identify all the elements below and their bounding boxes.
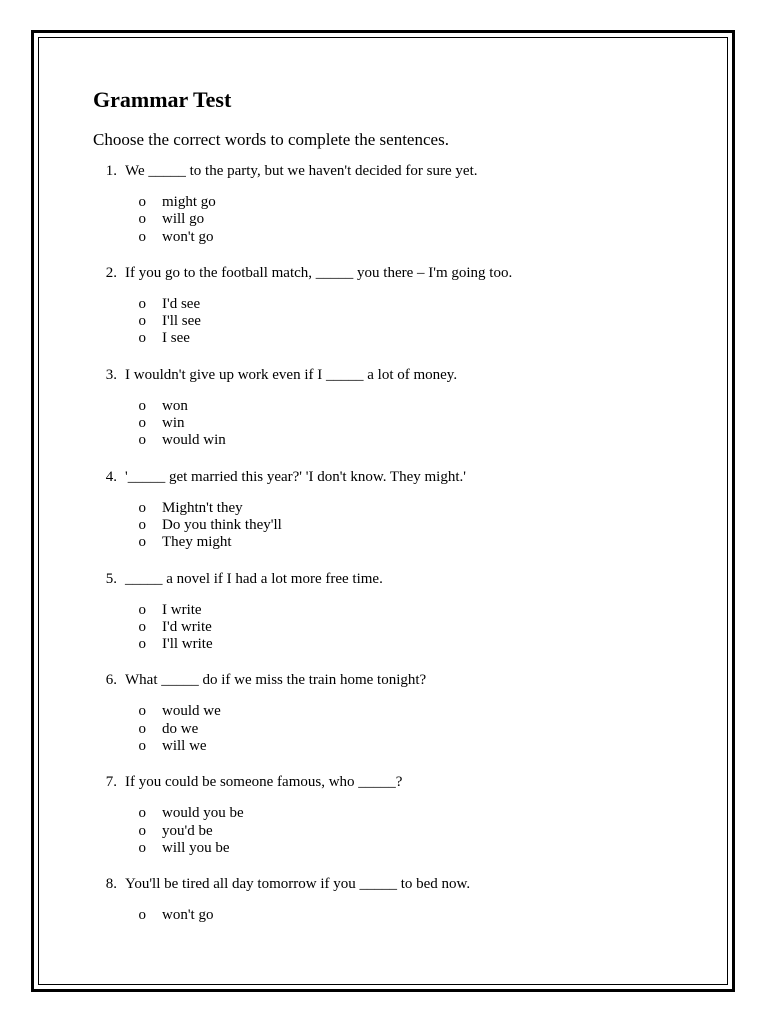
question-7: [93, 772, 693, 874]
bullet-icon: o: [138, 601, 146, 618]
option-list: [93, 194, 693, 246]
bullet-icon: o: [138, 499, 146, 516]
question-text: What _____ do if we miss the train home tonight?: [125, 672, 427, 689]
document-body: [93, 84, 693, 925]
question-line: [93, 467, 693, 487]
option-list: [93, 805, 693, 857]
question-line: [93, 874, 693, 894]
option-item[interactable]: [93, 313, 693, 330]
question-6: [93, 670, 693, 772]
bullet-icon: o: [138, 313, 146, 330]
question-number: 8.: [105, 876, 117, 893]
question-number: 4.: [105, 468, 117, 485]
bullet-icon: o: [138, 516, 146, 533]
question-number: 7.: [105, 774, 117, 791]
question-number: 3.: [105, 366, 117, 383]
question-text: _____ a novel if I had a lot more free time.: [125, 570, 383, 587]
option-item[interactable]: [93, 330, 693, 347]
page-title: Grammar Test: [93, 87, 232, 112]
question-line: [93, 569, 693, 589]
question-line: [93, 772, 693, 792]
option-label: I'd see: [162, 295, 201, 312]
question-4: [93, 467, 693, 569]
bullet-icon: o: [138, 839, 146, 856]
option-label: will we: [162, 738, 207, 755]
bullet-icon: o: [138, 822, 146, 839]
question-text: I wouldn't give up work even if I _____ a lot of money.: [125, 366, 458, 383]
question-8: [93, 874, 693, 924]
option-item[interactable]: [93, 211, 693, 228]
question-line: [93, 670, 693, 690]
option-label: I'd write: [162, 618, 212, 635]
option-item[interactable]: [93, 840, 693, 857]
question-5: [93, 569, 693, 671]
question-text: If you go to the football match, _____ you there – I'm going too.: [125, 264, 513, 281]
option-label: win: [162, 415, 185, 432]
option-item[interactable]: [93, 907, 693, 924]
bullet-icon: o: [138, 738, 146, 755]
option-item[interactable]: [93, 500, 693, 517]
option-label: I write: [162, 601, 202, 618]
option-item[interactable]: [93, 805, 693, 822]
question-line: [93, 263, 693, 283]
bullet-icon: o: [138, 228, 146, 245]
bullet-icon: o: [138, 211, 146, 228]
option-item[interactable]: [93, 738, 693, 755]
question-2: [93, 263, 693, 365]
option-list: [93, 703, 693, 755]
bullet-icon: o: [138, 720, 146, 737]
option-label: might go: [162, 194, 216, 210]
option-item[interactable]: [93, 636, 693, 653]
option-item[interactable]: [93, 823, 693, 840]
option-label: Do you think they'll: [162, 516, 282, 533]
option-item[interactable]: [93, 703, 693, 720]
option-label: won't go: [162, 228, 214, 245]
question-number: 6.: [105, 672, 117, 689]
question-line: [93, 365, 693, 385]
option-item[interactable]: [93, 398, 693, 415]
bullet-icon: o: [138, 618, 146, 635]
option-label: will go: [162, 211, 205, 228]
option-list: [93, 602, 693, 654]
option-label: I'll write: [162, 636, 213, 653]
question-number: 5.: [105, 570, 117, 587]
option-list: [93, 500, 693, 552]
bullet-icon: o: [138, 397, 146, 414]
bullet-icon: o: [138, 805, 146, 822]
question-text: We _____ to the party, but we haven't decided for sure yet.: [125, 163, 478, 179]
option-item[interactable]: [93, 517, 693, 534]
question-text: If you could be someone famous, who _____?: [125, 774, 403, 791]
question-3: [93, 365, 693, 467]
question-text: '_____ get married this year?' 'I don't know. They might.': [125, 468, 466, 485]
bullet-icon: o: [138, 907, 146, 924]
option-item[interactable]: [93, 415, 693, 432]
option-label: I see: [162, 330, 190, 347]
option-label: do we: [162, 720, 199, 737]
bullet-icon: o: [138, 636, 146, 653]
option-item[interactable]: [93, 602, 693, 619]
option-list: [93, 296, 693, 348]
bullet-icon: o: [138, 703, 146, 720]
bullet-icon: o: [138, 415, 146, 432]
option-label: would win: [162, 432, 226, 449]
option-item[interactable]: [93, 296, 693, 313]
option-label: Mightn't they: [162, 499, 243, 516]
question-number: 2.: [105, 264, 117, 281]
question-list: [93, 161, 693, 925]
option-label: you'd be: [162, 822, 213, 839]
option-item[interactable]: [93, 194, 693, 211]
option-label: would we: [162, 703, 221, 720]
option-item[interactable]: [93, 619, 693, 636]
option-label: They might: [162, 534, 232, 551]
bullet-icon: o: [138, 295, 146, 312]
question-number: 1.: [105, 163, 117, 179]
option-label: will you be: [162, 839, 230, 856]
option-label: I'll see: [162, 313, 201, 330]
option-label: would you be: [162, 805, 244, 822]
bullet-icon: o: [138, 330, 146, 347]
option-item[interactable]: [93, 721, 693, 738]
option-item[interactable]: [93, 432, 693, 449]
option-label: won't go: [162, 907, 214, 924]
bullet-icon: o: [138, 194, 146, 210]
option-list: [93, 398, 693, 450]
option-label: won: [162, 397, 188, 414]
option-list: [93, 907, 693, 924]
bullet-icon: o: [138, 432, 146, 449]
question-text: You'll be tired all day tomorrow if you _____ to bed now.: [125, 876, 471, 893]
question-1: [93, 161, 693, 263]
option-item[interactable]: [93, 534, 693, 551]
instructions-text: Choose the correct words to complete the sentences.: [93, 130, 449, 149]
question-line: [93, 161, 693, 181]
option-item[interactable]: [93, 229, 693, 246]
bullet-icon: o: [138, 534, 146, 551]
